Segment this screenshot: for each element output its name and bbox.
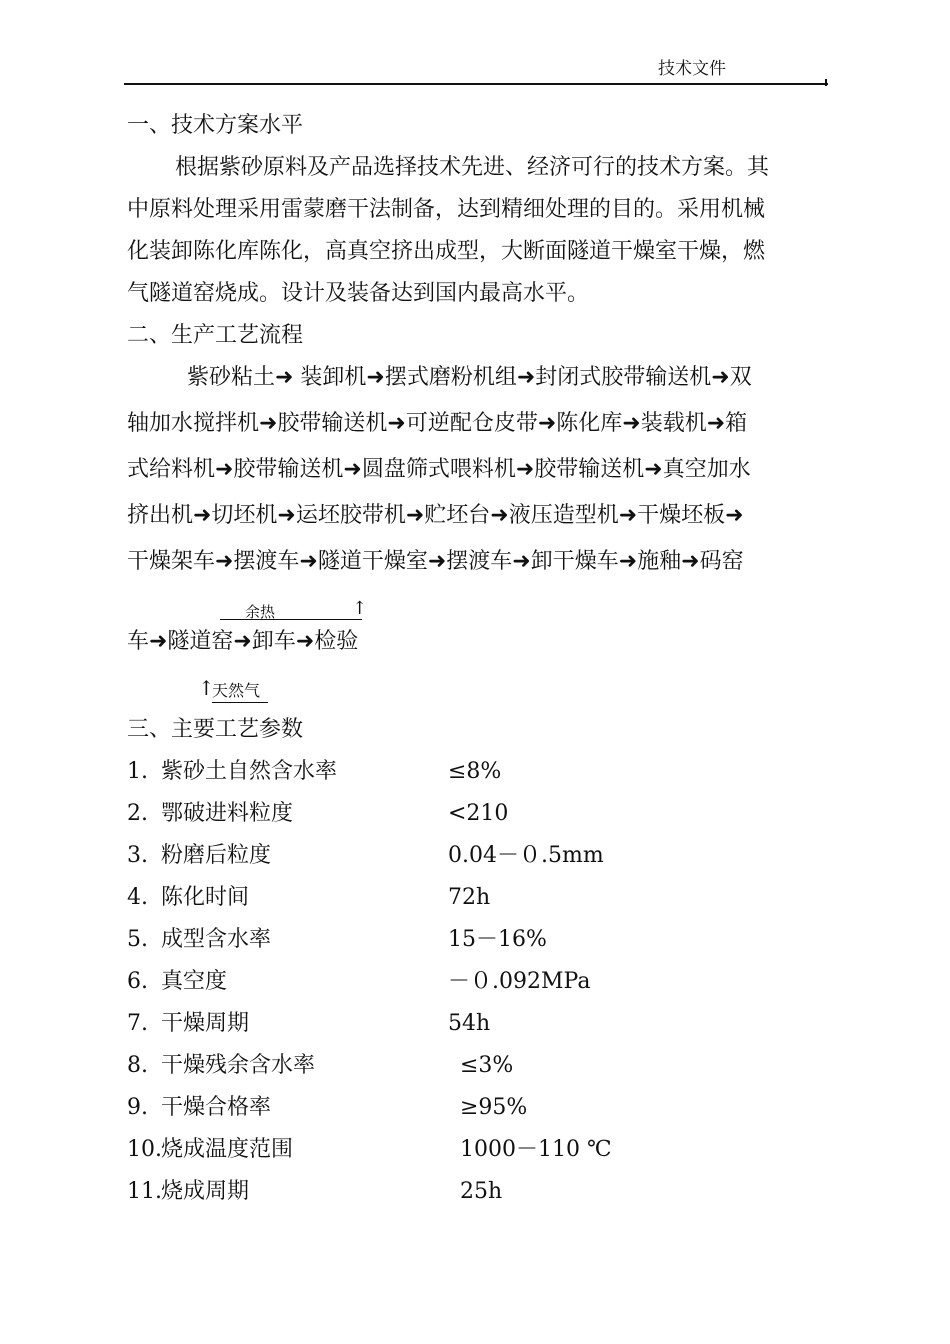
param-row	[127, 756, 777, 788]
param-name: 陈化时间	[161, 885, 250, 910]
param-row	[127, 1134, 777, 1166]
param-number: 6.	[127, 969, 148, 994]
param-number: 9.	[127, 1095, 148, 1120]
param-name: 真空度	[161, 969, 228, 994]
param-name: 烧成温度范围	[161, 1137, 294, 1162]
flow-line: 轴加水搅拌机➜胶带输送机➜可逆配仓皮带➜陈化库➜装载机➜箱	[127, 411, 748, 436]
param-value: 15－16%	[448, 927, 547, 952]
param-number: 3.	[127, 843, 148, 868]
flow-line: 挤出机➜切坯机➜运坯胶带机➜贮坯台➜液压造型机➜干燥坯板➜	[127, 503, 744, 528]
header-title: 技术文件	[658, 59, 726, 79]
param-value: 25h	[460, 1179, 503, 1204]
param-number: 4.	[127, 885, 148, 910]
natural-gas-label: 天然气	[212, 681, 261, 700]
param-name: 干燥周期	[161, 1011, 250, 1036]
param-value: 54h	[448, 1011, 491, 1036]
flow-line: 式给料机➜胶带输送机➜圆盘筛式喂料机➜胶带输送机➜真空加水	[127, 457, 751, 482]
flow-final-line: 车➜隧道窑➜卸车➜检验	[127, 629, 359, 654]
param-row	[127, 1176, 777, 1208]
param-value: ≥95%	[460, 1095, 528, 1120]
param-value: 0.04－０.5mm	[448, 843, 604, 868]
param-row	[127, 924, 777, 956]
natural-gas-arrow: ↑	[198, 676, 215, 700]
param-value: <210	[448, 801, 509, 826]
param-value: ≤8%	[448, 759, 502, 784]
section1-line: 中原料处理采用雷蒙磨干法制备，达到精细处理的目的。采用机械	[127, 197, 766, 222]
param-row	[127, 1092, 777, 1124]
param-name: 鄂破进料粒度	[161, 801, 294, 826]
param-row	[127, 798, 777, 830]
section1-line: 气隧道窑烧成。设计及装备达到国内最高水平。	[127, 281, 590, 306]
waste-heat-line	[220, 619, 362, 620]
param-number: 2.	[127, 801, 148, 826]
param-row	[127, 882, 777, 914]
param-value: 72h	[448, 885, 491, 910]
param-row	[127, 1050, 777, 1082]
waste-heat-up-arrow: ↑	[352, 598, 368, 619]
param-row	[127, 840, 777, 872]
param-name: 成型含水率	[161, 927, 272, 952]
param-number: 7.	[127, 1011, 148, 1036]
param-number: 10.	[127, 1137, 162, 1162]
flow-line: 紫砂粘土➜ 装卸机➜摆式磨粉机组➜封闭式胶带输送机➜双	[187, 365, 752, 390]
param-name: 粉磨后粒度	[161, 843, 272, 868]
header-rule-tick	[825, 79, 827, 86]
param-row	[127, 1008, 777, 1040]
param-number: 8.	[127, 1053, 148, 1078]
section3-heading: 三、主要工艺参数	[127, 717, 304, 742]
param-name: 紫砂土自然含水率	[161, 759, 338, 784]
section1-line: 根据紫砂原料及产品选择技术先进、经济可行的技术方案。其	[175, 155, 770, 180]
section1-heading: 一、技术方案水平	[127, 113, 304, 138]
param-value: 1000－110 ℃	[460, 1137, 612, 1162]
header-rule	[124, 83, 828, 85]
param-row	[127, 966, 777, 998]
param-name: 烧成周期	[161, 1179, 250, 1204]
waste-heat-label: 余热	[245, 603, 276, 621]
section2-heading: 二、生产工艺流程	[127, 323, 304, 348]
flow-line: 干燥架车➜摆渡车➜隧道干燥室➜摆渡车➜卸干燥车➜施釉➜码窑	[127, 549, 744, 574]
natural-gas-underline	[212, 702, 268, 703]
param-number: 11.	[127, 1179, 162, 1204]
param-name: 干燥合格率	[161, 1095, 272, 1120]
param-number: 5.	[127, 927, 148, 952]
param-value: ≤3%	[460, 1053, 514, 1078]
param-name: 干燥残余含水率	[161, 1053, 316, 1078]
param-number: 1.	[127, 759, 148, 784]
param-value: －０.092MPa	[448, 969, 591, 994]
section1-line: 化装卸陈化库陈化，高真空挤出成型，大断面隧道干燥室干燥，燃	[127, 239, 766, 264]
